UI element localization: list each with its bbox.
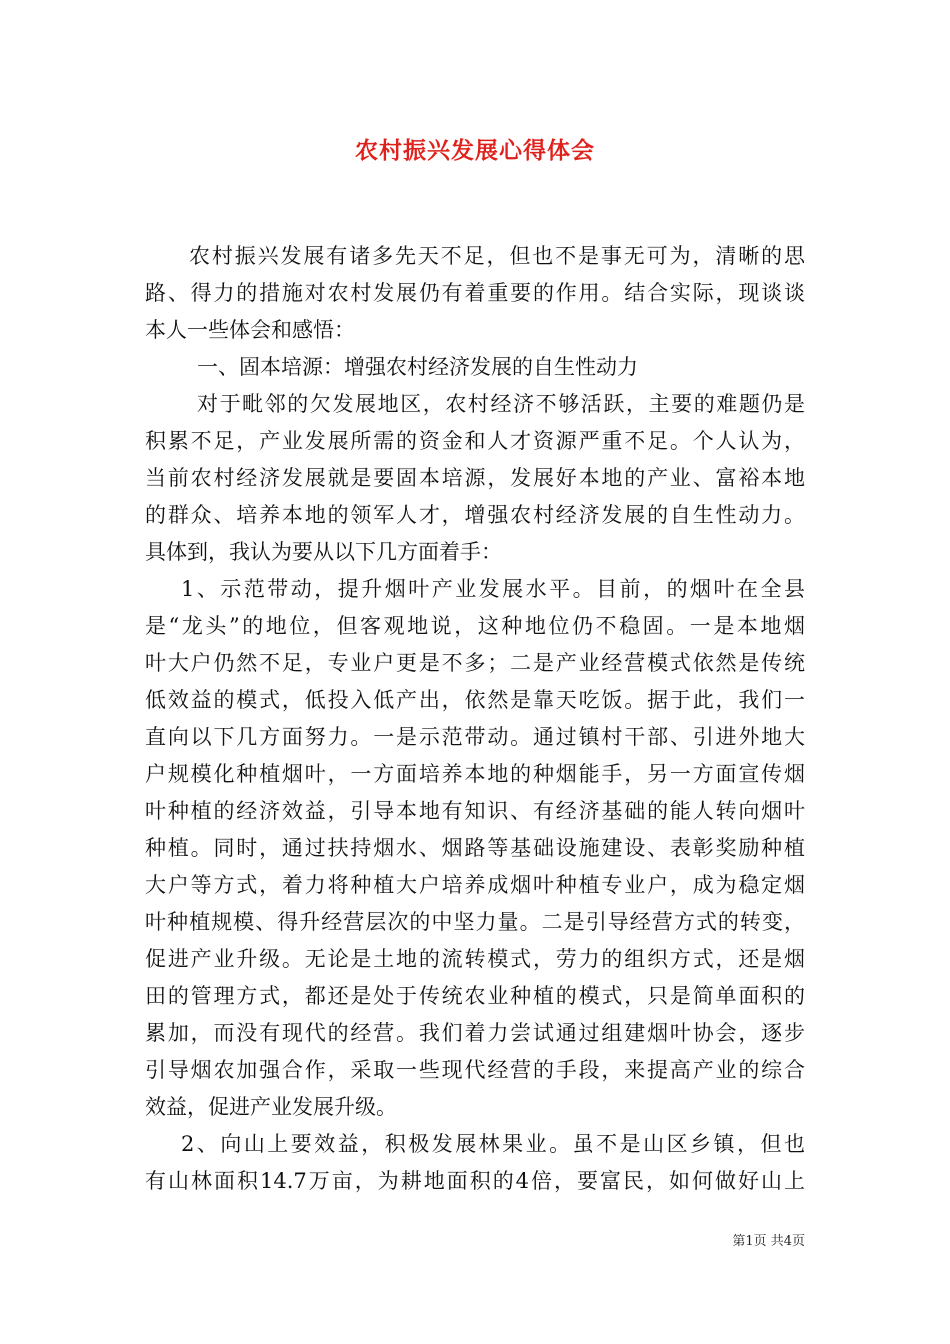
text-line: 2、向山上要效益，积极发展林果业。虽不是山区乡镇，但也: [181, 1132, 805, 1156]
text-line: 田的管理方式，都还是处于传统农业种植的模式，只是简单面积的: [145, 984, 805, 1008]
text-line: 效益，促进产业发展升级。: [145, 1095, 397, 1119]
text-line: 叶种植的经济效益，引导本地有知识、有经济基础的能人转向烟叶: [145, 799, 805, 823]
text-line: 引导烟农加强合作，采取一些现代经营的手段，来提高产业的综合: [145, 1058, 805, 1082]
text-line: 本人一些体会和感悟：: [145, 318, 355, 342]
page-number: 第1页 共4页: [732, 1234, 805, 1249]
section-heading: 一、固本培源：增强农村经济发展的自生性动力: [197, 355, 638, 379]
text-line: 对于毗邻的欠发展地区，农村经济不够活跃，主要的难题仍是: [197, 392, 805, 416]
text-line: 积累不足，产业发展所需的资金和人才资源严重不足。个人认为，: [145, 429, 805, 453]
text-line: 直向以下几方面努力。一是示范带动。通过镇村干部、引进外地大: [145, 725, 805, 749]
document-body: [145, 238, 805, 1200]
document-title: 农村振兴发展心得体会: [355, 137, 595, 164]
text-line: 累加，而没有现代的经营。我们着力尝试通过组建烟叶协会，逐步: [145, 1021, 805, 1045]
text-line: 促进产业升级。无论是土地的流转模式，劳力的组织方式，还是烟: [145, 947, 805, 971]
text-line: 是“龙头”的地位，但客观地说，这种地位仍不稳固。一是本地烟: [145, 614, 805, 638]
text-line: 路、得力的措施对农村发展仍有着重要的作用。结合实际，现谈谈: [145, 281, 805, 305]
text-line: 农村振兴发展有诸多先天不足，但也不是事无可为，清晰的思: [189, 244, 805, 268]
text-line: 户规模化种植烟叶，一方面培养本地的种烟能手，另一方面宣传烟: [145, 762, 805, 786]
text-line: 1、示范带动，提升烟叶产业发展水平。目前，的烟叶在全县: [181, 577, 805, 601]
text-line: 大户等方式，着力将种植大户培养成烟叶种植专业户，成为稳定烟: [145, 873, 805, 897]
text-line: 有山林面积14.7万亩，为耕地面积的4倍，要富民，如何做好山上: [145, 1169, 805, 1193]
text-line: 叶种植规模、得升经营层次的中坚力量。二是引导经营方式的转变，: [145, 910, 805, 934]
text-line: 低效益的模式，低投入低产出，依然是靠天吃饭。据于此，我们一: [145, 688, 805, 712]
text-line: 种植。同时，通过扶持烟水、烟路等基础设施建设、表彰奖励种植: [145, 836, 805, 860]
text-line: 当前农村经济发展就是要固本培源，发展好本地的产业、富裕本地: [145, 466, 805, 490]
text-line: 的群众、培养本地的领军人才，增强农村经济发展的自生性动力。: [145, 503, 805, 527]
text-line: 叶大户仍然不足，专业户更是不多；二是产业经营模式依然是传统: [145, 651, 805, 675]
text-line: 具体到，我认为要从以下几方面着手：: [145, 540, 502, 564]
